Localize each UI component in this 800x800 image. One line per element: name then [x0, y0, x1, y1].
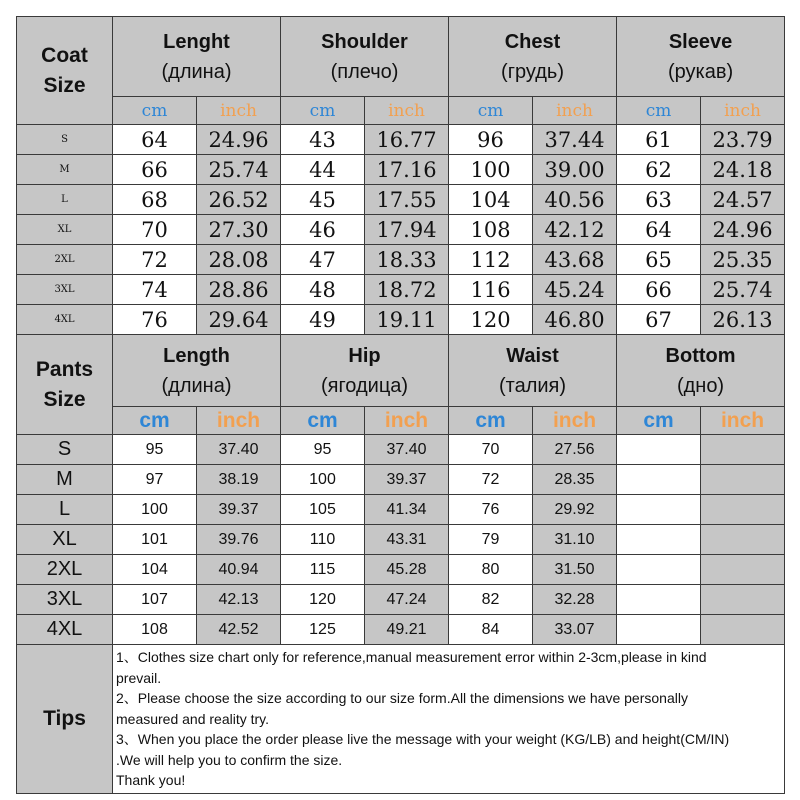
pants-value-cell: 100	[281, 465, 365, 495]
pants-value-cell: 42.52	[197, 615, 281, 645]
pants-unit-inch: inch	[533, 407, 617, 435]
coat-col-header-ru: (плечо)	[330, 60, 399, 83]
coat-size-cell: 2XL	[17, 245, 113, 275]
coat-unit-row	[17, 97, 785, 125]
pants-col-header-ru: (ягодица)	[320, 374, 409, 397]
pants-value-cell: 76	[449, 495, 533, 525]
coat-label-line1: Coat	[41, 43, 88, 67]
pants-value-cell: 42.13	[197, 585, 281, 615]
tips-section	[17, 645, 785, 794]
coat-value-cell: 108	[449, 215, 533, 245]
pants-unit-inch: inch	[701, 407, 785, 435]
coat-value-cell: 40.56	[533, 185, 617, 215]
coat-table-row	[17, 215, 785, 245]
pants-value-cell: 37.40	[365, 435, 449, 465]
coat-value-cell: 46.80	[533, 305, 617, 335]
pants-unit-cm: cm	[617, 407, 701, 435]
pants-unit-inch: inch	[365, 407, 449, 435]
pants-label-line2: Size	[43, 387, 86, 411]
coat-value-cell: 25.74	[197, 155, 281, 185]
pants-value-cell: 37.40	[197, 435, 281, 465]
pants-col-header	[617, 335, 785, 407]
pants-value-cell: 38.19	[197, 465, 281, 495]
coat-value-cell: 61	[617, 125, 701, 155]
coat-section	[17, 17, 785, 335]
coat-value-cell: 19.11	[365, 305, 449, 335]
pants-size-cell: S	[17, 435, 113, 465]
coat-unit-cm: cm	[113, 97, 197, 125]
coat-value-cell: 16.77	[365, 125, 449, 155]
coat-unit-cm: cm	[449, 97, 533, 125]
coat-value-cell: 37.44	[533, 125, 617, 155]
pants-table-row	[17, 465, 785, 495]
coat-col-header-en: Lenght	[163, 30, 230, 53]
pants-unit-cm: cm	[281, 407, 365, 435]
pants-value-cell	[617, 615, 701, 645]
coat-value-cell: 100	[449, 155, 533, 185]
coat-value-cell: 116	[449, 275, 533, 305]
coat-value-cell: 44	[281, 155, 365, 185]
coat-size-cell: 4XL	[17, 305, 113, 335]
pants-table-row	[17, 525, 785, 555]
coat-value-cell: 28.86	[197, 275, 281, 305]
coat-unit-inch: inch	[197, 97, 281, 125]
pants-value-cell: 82	[449, 585, 533, 615]
pants-value-cell: 110	[281, 525, 365, 555]
coat-col-header	[449, 17, 617, 97]
pants-value-cell	[701, 495, 785, 525]
pants-size-cell: M	[17, 465, 113, 495]
pants-value-cell	[617, 465, 701, 495]
coat-value-cell: 64	[113, 125, 197, 155]
coat-value-cell: 66	[617, 275, 701, 305]
pants-value-cell: 105	[281, 495, 365, 525]
coat-value-cell: 70	[113, 215, 197, 245]
coat-table-row	[17, 305, 785, 335]
coat-value-cell: 65	[617, 245, 701, 275]
coat-col-header-en: Chest	[504, 30, 561, 53]
coat-value-cell: 17.55	[365, 185, 449, 215]
coat-value-cell: 66	[113, 155, 197, 185]
coat-value-cell: 112	[449, 245, 533, 275]
coat-value-cell: 24.96	[197, 125, 281, 155]
pants-value-cell: 95	[113, 435, 197, 465]
pants-table-row	[17, 585, 785, 615]
coat-value-cell: 67	[617, 305, 701, 335]
pants-value-cell: 41.34	[365, 495, 449, 525]
tips-line: 2、Please choose the size according to our size form.All the dimensions we have personally	[116, 690, 688, 706]
coat-value-cell: 42.12	[533, 215, 617, 245]
coat-value-cell: 62	[617, 155, 701, 185]
pants-value-cell: 40.94	[197, 555, 281, 585]
coat-col-header-en: Sleeve	[668, 30, 733, 53]
pants-value-cell: 45.28	[365, 555, 449, 585]
pants-size-cell: 3XL	[17, 585, 113, 615]
pants-size-cell: L	[17, 495, 113, 525]
pants-value-cell: 49.21	[365, 615, 449, 645]
coat-unit-inch: inch	[701, 97, 785, 125]
coat-col-header-ru: (длина)	[161, 60, 232, 83]
pants-col-header-en: Length	[163, 344, 230, 367]
coat-value-cell: 96	[449, 125, 533, 155]
pants-col-header	[113, 335, 281, 407]
pants-value-cell: 115	[281, 555, 365, 585]
pants-value-cell	[617, 585, 701, 615]
coat-value-cell: 47	[281, 245, 365, 275]
coat-value-cell: 46	[281, 215, 365, 245]
coat-unit-inch: inch	[365, 97, 449, 125]
pants-size-label	[17, 335, 113, 435]
pants-value-cell: 120	[281, 585, 365, 615]
pants-value-cell: 31.50	[533, 555, 617, 585]
coat-value-cell: 28.08	[197, 245, 281, 275]
pants-unit-row	[17, 407, 785, 435]
pants-value-cell: 39.37	[197, 495, 281, 525]
coat-col-header-ru: (грудь)	[501, 60, 564, 83]
tips-label: Tips	[17, 645, 113, 794]
pants-value-cell	[701, 435, 785, 465]
coat-value-cell: 17.16	[365, 155, 449, 185]
coat-unit-inch: inch	[533, 97, 617, 125]
coat-value-cell: 63	[617, 185, 701, 215]
pants-col-header-en: Waist	[506, 344, 559, 367]
pants-label-line1: Pants	[35, 357, 94, 381]
coat-value-cell: 43.68	[533, 245, 617, 275]
coat-value-cell: 45.24	[533, 275, 617, 305]
tips-line: prevail.	[116, 669, 162, 686]
pants-value-cell: 100	[113, 495, 197, 525]
coat-value-cell: 29.64	[197, 305, 281, 335]
pants-table-row	[17, 495, 785, 525]
pants-value-cell: 97	[113, 465, 197, 495]
coat-col-header	[281, 17, 449, 97]
pants-value-cell	[701, 615, 785, 645]
coat-size-label	[17, 17, 113, 125]
pants-value-cell: 31.10	[533, 525, 617, 555]
coat-value-cell: 24.18	[701, 155, 785, 185]
pants-section	[17, 335, 785, 645]
coat-value-cell: 25.74	[701, 275, 785, 305]
tips-row	[17, 645, 785, 794]
coat-size-cell: XL	[17, 215, 113, 245]
pants-unit-cm: cm	[113, 407, 197, 435]
coat-table-row	[17, 245, 785, 275]
coat-header-row	[17, 17, 785, 97]
coat-size-cell: M	[17, 155, 113, 185]
pants-value-cell	[701, 525, 785, 555]
pants-value-cell: 39.76	[197, 525, 281, 555]
coat-value-cell: 72	[113, 245, 197, 275]
pants-value-cell: 101	[113, 525, 197, 555]
pants-value-cell: 27.56	[533, 435, 617, 465]
pants-value-cell: 104	[113, 555, 197, 585]
coat-col-header	[113, 17, 281, 97]
pants-value-cell: 32.28	[533, 585, 617, 615]
pants-value-cell: 72	[449, 465, 533, 495]
pants-value-cell	[701, 585, 785, 615]
pants-unit-cm: cm	[449, 407, 533, 435]
pants-col-header-ru: (длина)	[161, 374, 232, 397]
tips-line: 3、When you place the order please live the message with your weight (KG/LB) and height(CM/IN)	[116, 731, 730, 747]
pants-value-cell: 47.24	[365, 585, 449, 615]
pants-table-row	[17, 615, 785, 645]
coat-col-header-ru: (рукав)	[667, 60, 734, 83]
pants-col-header	[281, 335, 449, 407]
coat-label-line2: Size	[43, 73, 86, 97]
tips-text	[113, 645, 785, 794]
pants-value-cell: 80	[449, 555, 533, 585]
coat-value-cell: 68	[113, 185, 197, 215]
pants-value-cell	[617, 555, 701, 585]
pants-value-cell	[701, 465, 785, 495]
coat-value-cell: 39.00	[533, 155, 617, 185]
pants-value-cell	[617, 435, 701, 465]
coat-unit-cm: cm	[281, 97, 365, 125]
pants-value-cell: 108	[113, 615, 197, 645]
coat-value-cell: 120	[449, 305, 533, 335]
tips-line: 1、Clothes size chart only for reference,manual measurement error within 2-3cm,please in kind	[116, 649, 707, 665]
tips-line: Thank you!	[116, 772, 186, 788]
pants-value-cell	[617, 495, 701, 525]
coat-value-cell: 45	[281, 185, 365, 215]
coat-size-cell: 3XL	[17, 275, 113, 305]
coat-value-cell: 49	[281, 305, 365, 335]
coat-value-cell: 104	[449, 185, 533, 215]
coat-value-cell: 48	[281, 275, 365, 305]
pants-value-cell: 29.92	[533, 495, 617, 525]
coat-value-cell: 74	[113, 275, 197, 305]
coat-value-cell: 24.57	[701, 185, 785, 215]
pants-col-header-ru: (дно)	[676, 374, 725, 397]
pants-value-cell: 125	[281, 615, 365, 645]
coat-value-cell: 26.13	[701, 305, 785, 335]
pants-value-cell	[701, 555, 785, 585]
pants-table-row	[17, 435, 785, 465]
pants-col-header	[449, 335, 617, 407]
coat-table-row	[17, 185, 785, 215]
coat-unit-cm: cm	[617, 97, 701, 125]
pants-value-cell: 95	[281, 435, 365, 465]
coat-value-cell: 23.79	[701, 125, 785, 155]
pants-value-cell: 84	[449, 615, 533, 645]
pants-size-cell: 4XL	[17, 615, 113, 645]
coat-table-row	[17, 275, 785, 305]
tips-line: measured and reality try.	[116, 710, 270, 727]
pants-value-cell: 70	[449, 435, 533, 465]
pants-value-cell: 33.07	[533, 615, 617, 645]
pants-value-cell: 43.31	[365, 525, 449, 555]
coat-value-cell: 43	[281, 125, 365, 155]
coat-value-cell: 25.35	[701, 245, 785, 275]
coat-value-cell: 17.94	[365, 215, 449, 245]
tips-line: .We will help you to confirm the size.	[116, 751, 343, 768]
coat-value-cell: 76	[113, 305, 197, 335]
pants-col-header-en: Hip	[348, 344, 381, 367]
coat-value-cell: 27.30	[197, 215, 281, 245]
coat-table-row	[17, 155, 785, 185]
coat-col-header	[617, 17, 785, 97]
pants-col-header-en: Bottom	[665, 344, 736, 367]
coat-value-cell: 24.96	[701, 215, 785, 245]
coat-table-row	[17, 125, 785, 155]
size-chart-table	[16, 16, 785, 794]
pants-value-cell: 39.37	[365, 465, 449, 495]
coat-value-cell: 64	[617, 215, 701, 245]
pants-header-row	[17, 335, 785, 407]
pants-size-cell: XL	[17, 525, 113, 555]
pants-value-cell: 28.35	[533, 465, 617, 495]
pants-col-header-ru: (талия)	[498, 374, 567, 397]
pants-value-cell: 79	[449, 525, 533, 555]
pants-value-cell: 107	[113, 585, 197, 615]
pants-table-row	[17, 555, 785, 585]
coat-value-cell: 18.72	[365, 275, 449, 305]
coat-col-header-en: Shoulder	[321, 30, 408, 53]
coat-value-cell: 26.52	[197, 185, 281, 215]
coat-size-cell: L	[17, 185, 113, 215]
pants-value-cell	[617, 525, 701, 555]
pants-unit-inch: inch	[197, 407, 281, 435]
coat-value-cell: 18.33	[365, 245, 449, 275]
coat-size-cell: S	[17, 125, 113, 155]
pants-size-cell: 2XL	[17, 555, 113, 585]
